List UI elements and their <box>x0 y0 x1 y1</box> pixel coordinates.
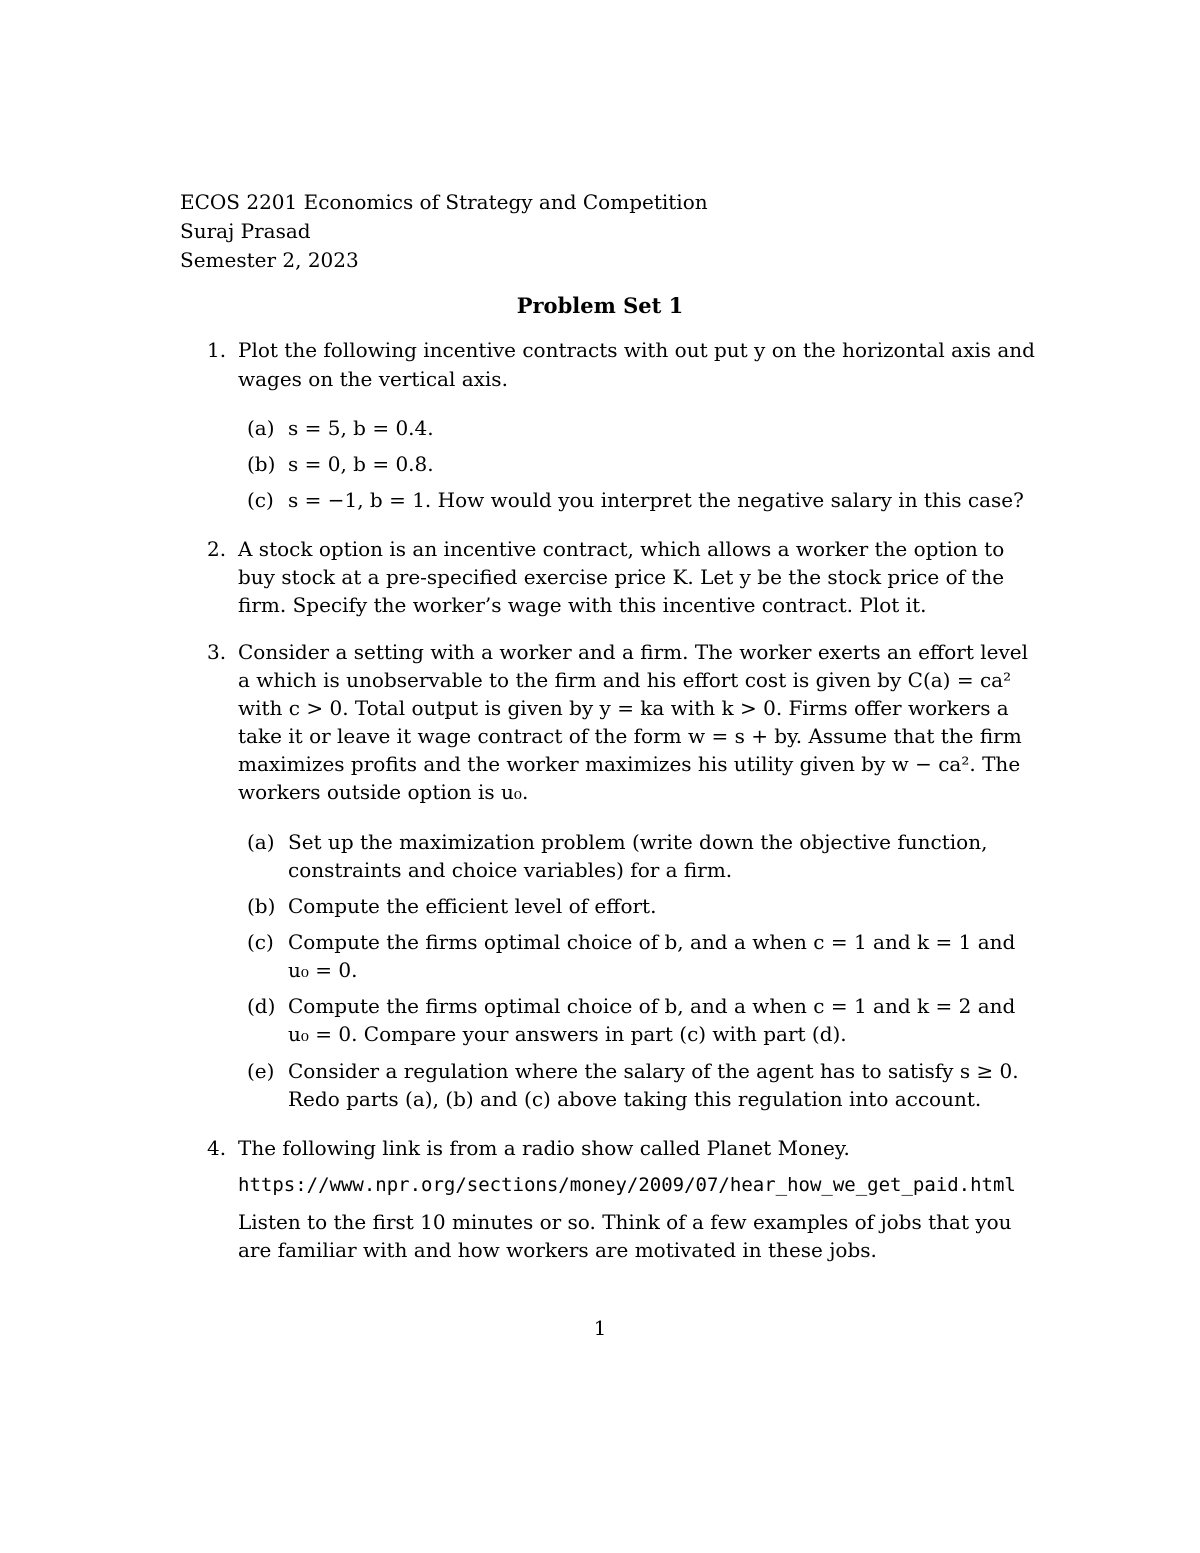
problem-3-text-line: with c > 0. Total output is given by y = ka with k > 0. Firms offer workers a <box>238 696 1009 720</box>
problem-3e-text-line: Redo parts (a), (b) and (c) above taking this regulation into account. <box>288 1087 982 1111</box>
problem-2-text-line: buy stock at a pre-specified exercise price K. Let y be the stock price of the <box>238 565 1005 589</box>
problem-3d-text-line: u₀ = 0. Compare your answers in part (c) with part (d). <box>288 1022 847 1046</box>
page-number: 1 <box>593 1316 607 1340</box>
course-title: ECOS 2201 Economics of Strategy and Competition <box>180 190 708 214</box>
problem-3a-label: (a) <box>247 830 275 854</box>
problem-3c-text-line: u₀ = 0. <box>288 958 358 982</box>
problem-1c-text: s = −1, b = 1. How would you interpret the negative salary in this case? <box>288 488 1024 512</box>
problem-1c-label: (c) <box>247 488 274 512</box>
problem-1-text-line: wages on the vertical axis. <box>238 367 508 391</box>
page-title: Problem Set 1 <box>516 293 684 318</box>
planet-money-link[interactable]: https://www.npr.org/sections/money/2009/07/hear_how_we_get_paid.html <box>238 1174 1016 1196</box>
problem-2-text-line: firm. Specify the worker’s wage with this incentive contract. Plot it. <box>238 593 927 617</box>
problem-3-text-line: workers outside option is u₀. <box>238 780 529 804</box>
problem-1a-label: (a) <box>247 416 275 440</box>
problem-3e-label: (e) <box>247 1059 275 1083</box>
problem-3c-label: (c) <box>247 930 274 954</box>
problem-1b-text: s = 0, b = 0.8. <box>288 452 434 476</box>
problem-3a-text-line: constraints and choice variables) for a firm. <box>288 858 733 882</box>
problem-3b-label: (b) <box>247 894 276 918</box>
problem-3b-text: Compute the efficient level of effort. <box>288 894 657 918</box>
problem-3-text-line: take it or leave it wage contract of the form w = s + by. Assume that the firm <box>238 724 1022 748</box>
problem-4-text-line: Listen to the first 10 minutes or so. Think of a few examples of jobs that you <box>238 1210 1012 1234</box>
author-name: Suraj Prasad <box>180 219 311 243</box>
problem-3-text-line: maximizes profits and the worker maximizes his utility given by w − ca². The <box>238 752 1021 776</box>
problem-3-text-line: a which is unobservable to the firm and his effort cost is given by C(a) = ca² <box>238 668 1012 692</box>
semester: Semester 2, 2023 <box>180 248 359 272</box>
problem-1-number: 1. <box>207 338 227 362</box>
problem-1b-label: (b) <box>247 452 276 476</box>
problem-3e-text-line: Consider a regulation where the salary of the agent has to satisfy s ≥ 0. <box>288 1059 1019 1083</box>
problem-4-text-line: are familiar with and how workers are motivated in these jobs. <box>238 1238 877 1262</box>
problem-3d-label: (d) <box>247 994 276 1018</box>
problem-2-number: 2. <box>207 537 227 561</box>
problem-2-text-line: A stock option is an incentive contract, which allows a worker the option to <box>238 537 1005 561</box>
problem-4-number: 4. <box>207 1136 227 1160</box>
problem-3-text-line: Consider a setting with a worker and a firm. The worker exerts an effort level <box>238 640 1028 664</box>
problem-1a-text: s = 5, b = 0.4. <box>288 416 434 440</box>
problem-3a-text-line: Set up the maximization problem (write down the objective function, <box>288 830 988 854</box>
problem-3-number: 3. <box>207 640 227 664</box>
problem-4-text-line: The following link is from a radio show called Planet Money. <box>238 1136 850 1160</box>
problem-1-text-line: Plot the following incentive contracts with out put y on the horizontal axis and <box>238 338 1035 362</box>
problem-3c-text-line: Compute the firms optimal choice of b, and a when c = 1 and k = 1 and <box>288 930 1016 954</box>
problem-3d-text-line: Compute the firms optimal choice of b, and a when c = 1 and k = 2 and <box>288 994 1016 1018</box>
